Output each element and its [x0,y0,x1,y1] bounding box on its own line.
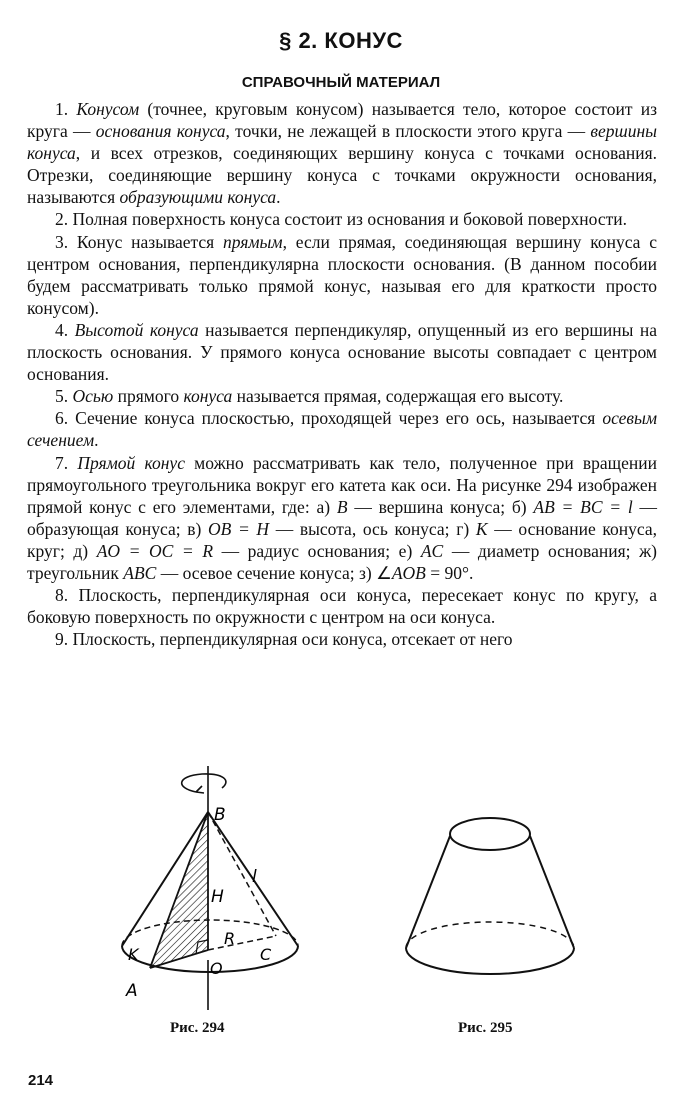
paragraph-number: 2. [55,209,73,230]
text-run: — основание конуса, круг; д) [27,518,658,561]
page-number: 214 [28,1072,54,1089]
text-run: называется прямая, содержащая его высоту. [232,386,564,407]
section-subtitle: СПРАВОЧНЫЙ МАТЕРИАЛ [241,74,441,91]
figure-294-caption: Рис. 294 [170,1020,225,1036]
term-italic: прямым [222,231,283,252]
text-run: — вершина конуса; б) [347,496,534,517]
paragraph-5 [27,385,657,407]
text-run: — диаметр основания; ж) треугольник [27,540,657,583]
term-italic: вершины конуса [27,121,658,164]
label-r: R [224,929,236,948]
segment-bc [208,812,276,936]
term-italic: Прямой конус [77,452,185,473]
text-run: . [94,430,99,451]
text-run: . [276,187,281,208]
text-run: , и всех отрезков, соединяющих вершину конуса с точками основания. Отрезки, соединяющие вершину конуса с точками окружности основания, называются [27,143,657,208]
term-italic: B [336,496,348,517]
text-run: — высота, ось конуса; г) [269,518,476,539]
term-italic: AO = OC = R [96,540,214,561]
label-a: A [126,981,138,1001]
text-run: можно рассматривать как тело, полученное при вращении прямоугольного треугольника вокруг его катета как оси. На рисунке 294 изображен прямой конус с его элементами, где: а) [27,452,658,517]
term-italic: Конусом [76,99,140,119]
text-run: Плоскость, перпендикулярная оси конуса, пересекает конус по кругу, а боковую поверхность по окружности с центром на оси конуса. [27,585,657,628]
text-run: Конус называется [76,231,223,252]
side-left [406,836,450,948]
text-run: прямого [113,386,184,407]
term-italic: K [475,518,488,539]
term-italic: основания конуса [95,121,226,142]
term-italic: Осью [72,386,114,407]
bottom-ellipse-front [406,948,574,974]
text-run: , если прямая, соединяющая вершину конуса с центром основания, перпендикулярна плоскости основания. (В данном пособии будем рассматривать только прямой конус, называя его для краткости просто конусом). [27,231,658,318]
term-italic: OB = H [207,518,270,539]
text-run: , точки, не лежащей в плоскости этого круга — [225,121,591,142]
term-italic: AB = BC = l [533,496,633,517]
paragraph-number: 9. [55,629,73,650]
paragraph-8 [27,584,657,628]
paragraph-9 [27,628,657,650]
paragraph-number: 8. [55,585,79,606]
text-run: (точнее, круговым конусом) называется тело, которое состоит из круга — [27,99,658,142]
paragraph-number: 7. [55,452,78,473]
term-italic: ABC [123,562,157,583]
base-ellipse-back [122,920,298,946]
rotation-arrow-icon [182,774,226,792]
paragraph-number: 4. [55,319,75,340]
paragraph-number: 3. [55,231,77,252]
text-run: — радиус основания; е) [213,540,421,561]
term-italic: осевым сечением [27,408,657,451]
label-k: K [128,945,139,964]
paragraph-4 [27,319,657,385]
paragraph-3 [27,231,657,319]
figure-295-caption: Рис. 295 [458,1020,513,1036]
paragraph-number: 6. [55,408,76,429]
paragraph-6 [27,407,657,451]
text-run: Плоскость, перпендикулярная оси конуса, отсекает от него [72,629,513,650]
term-italic: AOB [391,562,426,583]
term-italic: образующими конуса [119,187,277,208]
top-ellipse [450,818,530,850]
paragraph-7 [27,452,657,585]
figure-295-frustum [400,810,580,990]
paragraph-2 [27,208,657,230]
term-italic: AC [420,540,444,561]
label-o: O [210,959,223,978]
label-c: C [260,945,272,964]
term-italic: Высотой конуса [74,319,199,340]
paragraph-1 [27,98,657,208]
figure-294-cone [110,760,320,1020]
text-run: Сечение конуса плоскостью, проходящей через его ось, называется [75,408,603,429]
text-run: = 90°. [425,562,474,583]
section-title: § 2. КОНУС [279,28,403,53]
term-italic: конуса [183,386,233,407]
label-l: l [252,867,257,887]
reference-text [27,98,657,650]
paragraph-number: 1. [55,99,77,119]
text-run: — образующая конуса; в) [27,496,658,539]
text-run: называется перпендикуляр, опущенный из его вершины на плоскость основания. У прямого конуса основание высоты совпадает с центром основания. [27,319,657,385]
text-run: Полная поверхность конуса состоит из основания и боковой поверхности. [72,209,628,230]
text-run: — осевое сечение конуса; з) ∠ [156,562,392,583]
paragraph-number: 5. [55,386,73,407]
label-b: B [214,805,226,825]
label-h: H [211,887,224,907]
bottom-ellipse-back [406,922,574,948]
